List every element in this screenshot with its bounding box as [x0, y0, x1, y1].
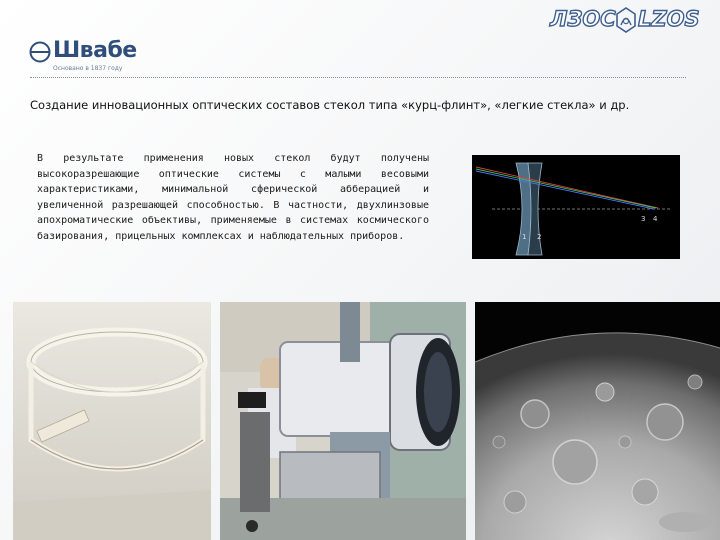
moon-surface-photo	[475, 302, 720, 540]
lzos-name-en: LZOS	[638, 7, 700, 31]
shvabe-tagline: Основано в 1837 году	[53, 65, 123, 72]
shvabe-logo	[29, 38, 139, 78]
ray-green	[476, 169, 656, 208]
diagram-label-3: 3	[641, 215, 646, 223]
shvabe-lens-icon	[29, 41, 51, 63]
header-divider	[30, 77, 686, 78]
diagram-label-4: 4	[653, 215, 658, 223]
glass-ring-photo	[13, 302, 211, 540]
diagram-label-2: 2	[537, 233, 542, 241]
body-paragraph: В результате применения новых стекол будут получены высокоразрешающие оптические системы с малыми весовыми характеристиками, минимальной сферической абберацией и увеличенной разрешающей способностью. В частности, двухлинзовые апохроматические объективы, применяемые в системах космического базирования, прицельных комплексах и наблюдательных приборов.	[37, 153, 429, 242]
ray-red	[476, 167, 658, 208]
ray-blue	[476, 171, 654, 209]
page-title: Создание инновационных оптических составов стекол типа «курц-флинт», «легкие стекла» и др.	[30, 98, 630, 112]
optical-scheme-diagram	[472, 155, 680, 259]
lzos-emblem-icon	[614, 6, 638, 34]
lzos-logo	[544, 4, 700, 38]
shvabe-name: Швабе	[53, 38, 137, 63]
diagram-label-1: 1	[522, 233, 527, 241]
telescope-lab-photo	[220, 302, 466, 540]
lzos-name-ru: ЛЗОС	[550, 7, 616, 31]
